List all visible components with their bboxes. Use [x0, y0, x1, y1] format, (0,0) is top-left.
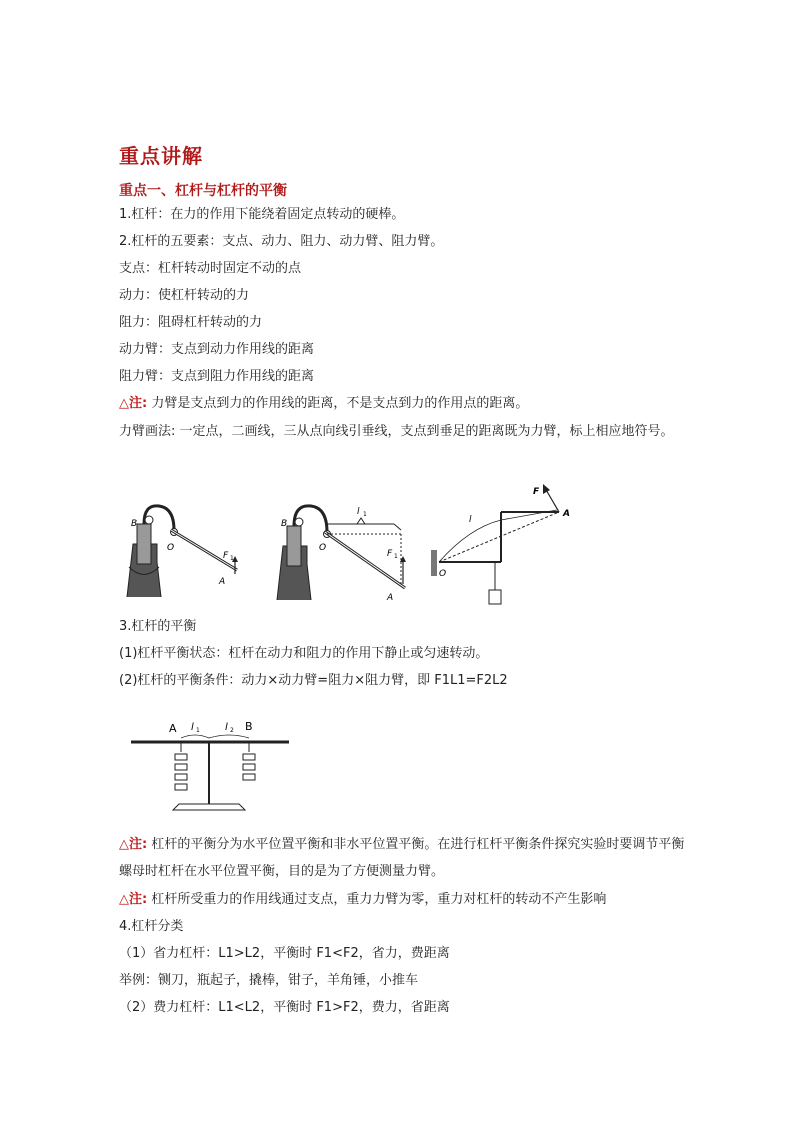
label-A: A [563, 509, 570, 519]
label-l: l [469, 515, 472, 525]
five-elements: 2.杠杆的五要素：支点、动力、阻力、动力臂、阻力臂。 [119, 234, 444, 249]
label-O: O [439, 569, 447, 579]
classification-title: 4.杠杆分类 [119, 919, 184, 934]
note-text: 杠杆所受重力的作用线通过支点，重力力臂为零，重力对杠杆的转动不产生影响 [151, 892, 607, 907]
note-3 [119, 891, 606, 909]
label-B: B [131, 519, 138, 529]
balance-title: 3.杠杆的平衡 [119, 619, 197, 634]
label-l2: l [225, 722, 228, 733]
label-l2-sub: 2 [230, 727, 234, 734]
resistance-def: 阻力：阻碍杠杆转动的力 [119, 315, 263, 330]
class-2: （2）费力杠杆：L1<L2，平衡时 F1>F2，费力，省距离 [119, 1000, 450, 1015]
label-F-sub: 1 [394, 553, 398, 560]
label-B: B [281, 519, 288, 529]
balance-state: (1)杠杆平衡状态：杠杆在动力和阻力的作用下静止或匀速转动。 [119, 646, 489, 661]
bent-lever-figure [429, 478, 579, 608]
effort-arm-def: 动力臂：支点到动力作用线的距离 [119, 342, 315, 357]
label-F: F [533, 487, 540, 497]
label-B: B [245, 720, 253, 733]
balance-condition: (2)杠杆的平衡条件：动力×动力臂=阻力×阻力臂，即 F1L1=F2L2 [119, 673, 508, 688]
balance-figure [129, 712, 299, 820]
label-l1: l [191, 722, 194, 733]
note-label: △注: [119, 892, 148, 907]
resistance-arm-def: 阻力臂：支点到阻力作用线的距离 [119, 369, 315, 384]
label-F: F [387, 549, 393, 559]
label-A: A [387, 593, 394, 603]
label-A: A [169, 722, 177, 735]
page-title: 重点讲解 [119, 144, 203, 168]
pump-lever-figure-1 [119, 492, 249, 602]
note-2 [119, 831, 687, 885]
label-l: l [357, 507, 360, 517]
class-1: （1）省力杠杆：L1>L2，平衡时 F1<F2，省力，费距离 [119, 946, 450, 961]
label-A: A [219, 577, 226, 587]
effort-def: 动力：使杠杆转动的力 [119, 288, 250, 303]
lever-definition: 1.杠杆：在力的作用下能绕着固定点转动的硬棒。 [119, 207, 405, 222]
note-1 [119, 395, 528, 413]
label-F-sub: 1 [230, 555, 234, 562]
pump-lever-figure-2 [269, 492, 419, 607]
label-O: O [167, 543, 175, 553]
note-label: △注: [119, 396, 148, 411]
arm-drawing-method: 力臂画法: 一定点，二画线，三从点向线引垂线，支点到垂足的距离既为力臂，标上相应地符号。 [119, 424, 674, 439]
label-F: F [223, 551, 229, 561]
label-O: O [319, 543, 327, 553]
label-l-sub: 1 [363, 511, 367, 518]
note-text: 力臂是支点到力的作用线的距离，不是支点到力的作用点的距离。 [151, 396, 529, 411]
note-label: △注: [119, 837, 148, 852]
note-text: 杠杆的平衡分为水平位置平衡和非水平位置平衡。在进行杠杆平衡条件探究实验时要调节平衡螺母时杠杆在水平位置平衡，目的是为了方便测量力臂。 [119, 837, 685, 879]
class-1-examples: 举例：铡刀，瓶起子，撬棒，钳子，羊角锤，小推车 [119, 973, 419, 988]
fulcrum-def: 支点：杠杆转动时固定不动的点 [119, 261, 302, 276]
section-heading: 重点一、杠杆与杠杆的平衡 [119, 183, 287, 199]
label-l1-sub: 1 [196, 727, 200, 734]
